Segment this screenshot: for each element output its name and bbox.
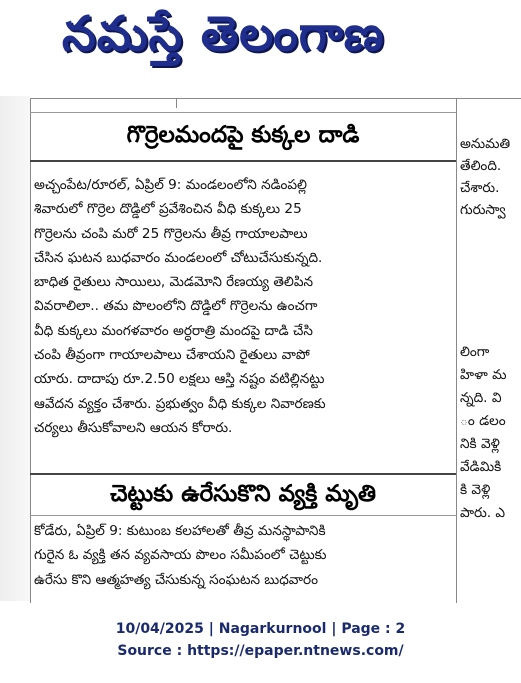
article1-line: శివారులో గొర్రెల దొడ్డిలో ప్రవేశించిన వీధి కుక్కలు 25 (34, 201, 302, 218)
article1-line: ఆవేదన వ్యక్తం చేశారు. ప్రభుత్వం వీధి కుక్కల నివారణకు (34, 395, 326, 412)
article1-headline-rule (30, 160, 456, 162)
article1-line: బాధిత రైతులు సాయిలు, మెడమోని రేణయ్య తెలిపిన (34, 274, 314, 291)
article1-top-rule (30, 112, 456, 113)
footer-date-edition: 10/04/2025 | Nagarkurnool | Page : 2 (115, 621, 406, 637)
side-line: నికి వెళ్లి (460, 436, 500, 452)
newspaper-logo: నమస్తే తెలంగాణ (62, 6, 385, 62)
article1-headline: గొర్రెలమందపై కుక్కల దాడి (126, 122, 360, 148)
article1-body (34, 173, 452, 440)
side-line: వేడిమికి (460, 459, 502, 475)
side-line: కి వెళ్లి (460, 482, 491, 498)
article1-line: చేసిన ఘటన బుధవారం మండలంలో చోటుచేసుకున్నది. (34, 249, 323, 266)
left-margin-strip (0, 96, 30, 601)
article1-line: చంపి తీవ్రంగా గాయాలపాలు చేశాయని రైతులు వాపో (34, 347, 310, 364)
top-rule (30, 98, 521, 99)
side-column-bottom (460, 341, 521, 525)
side-line: లింగా (460, 344, 490, 360)
side-line: న్నది. వి (460, 390, 502, 406)
article2-line: గురైన ఓ వ్యక్తి తన వ్యవసాయ పొలం సమీపంలో చెట్టుకు (34, 547, 327, 564)
article1-line: వీధి కుక్కలు మంగళవారం అర్ధరాత్రి మందపై దాడి చేసి (34, 322, 313, 339)
side-line: ం డలం (460, 413, 506, 429)
article2-line: ఉరేసు కొని ఆత్మహత్య చేసుకున్న సంఘటన బుధవారం (34, 571, 319, 588)
article1-line: చర్యలు తీసుకోవాలని ఆయన కోరారు. (34, 419, 233, 436)
article2-top-rule (30, 473, 456, 475)
article1-line: గొర్రెలను చంపి మరో 25 గొర్రెలను తీవ్ర గాయాలపాలు (34, 225, 308, 242)
article2-headline-rule (30, 515, 456, 516)
article2-body (34, 519, 452, 592)
side-column-top (460, 133, 521, 221)
article1-line: వివరాలిలా.. తమ పొలంలోని దొడ్డిలో గొర్రెలను ఉంచగా (34, 298, 318, 315)
article1-line: అచ్చంపేట/రూరల్, ఏప్రిల్ 9: మండలంలోని నడింపల్లి (34, 177, 308, 193)
side-line: తేలింది. (460, 158, 502, 174)
top-tick (176, 98, 177, 108)
article1-line: యారు. దాదాపు రూ.2.50 లక్షలు ఆస్తి నష్టం వటిల్లినట్టు (34, 371, 325, 388)
footer-source-link[interactable]: Source : https://epaper.ntnews.com/ (117, 643, 404, 659)
side-line: హిళా మ (460, 367, 507, 383)
side-line: పారు. ఎ (460, 505, 506, 521)
column-divider (456, 98, 457, 603)
source-footer (0, 618, 521, 662)
masthead (0, 0, 521, 84)
side-line: చేశారు. (460, 180, 500, 196)
left-column-rule (30, 98, 31, 603)
article2-headline: చెట్టుకు ఉరేసుకొని వ్యక్తి మృతి (110, 481, 376, 507)
side-line: అనుమతి (460, 136, 511, 152)
side-line: గురుస్వా (460, 202, 506, 218)
article2-line: కోడేరు, ఏప్రిల్ 9: కుటుంబ కలహాలతో తీవ్ర మనస్థాపానికి (34, 523, 326, 539)
